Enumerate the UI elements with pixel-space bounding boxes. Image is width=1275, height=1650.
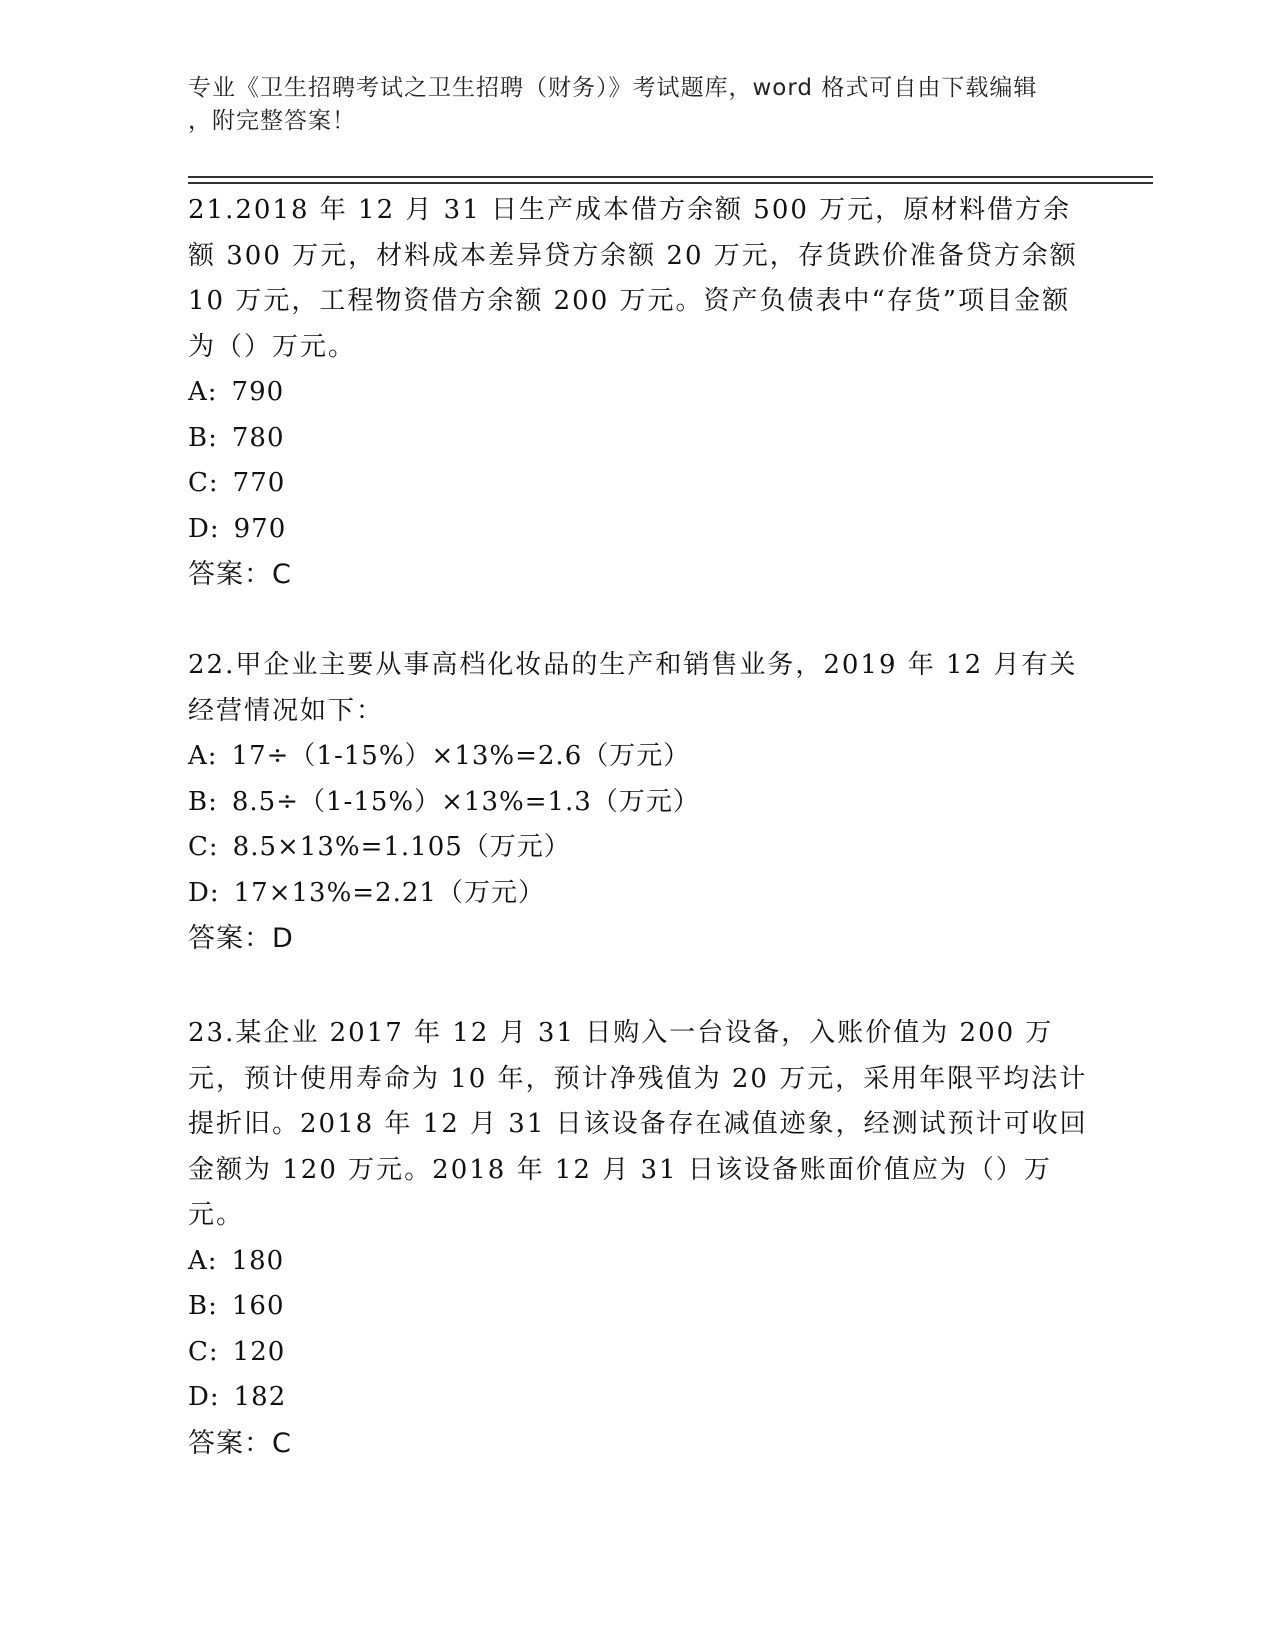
option-text: 970 <box>233 513 287 544</box>
question-22 <box>188 643 1088 962</box>
option-letter: D: <box>188 877 220 908</box>
question-text: 21.2018 年 12 月 31 日生产成本借方余额 500 万元，原材料借方余额 300 万元，材料成本差异贷方余额 20 万元，存货跌价准备贷方余额 10 万元，工程物资借方余额 200 万元。资产负债表中“存货”项目金额为（）万元。 <box>188 195 1078 362</box>
answer-line: 答案：C <box>188 559 292 590</box>
header-divider-bottom <box>188 182 1153 184</box>
option-letter: B: <box>188 786 218 817</box>
option-letter: A: <box>188 377 218 407</box>
option-letter: C: <box>188 1336 219 1367</box>
answer-line: 答案：D <box>188 923 294 954</box>
option-c <box>188 1330 1088 1376</box>
option-text: 120 <box>232 1336 286 1367</box>
option-a <box>188 370 1088 416</box>
question-text: 22.甲企业主要从事高档化妆品的生产和销售业务，2019 年 12 月有关经营情况如下： <box>188 650 1078 726</box>
option-letter: A: <box>188 741 218 771</box>
option-letter: A: <box>188 1245 218 1276</box>
option-text: 17×13%=2.21（万元） <box>233 877 545 908</box>
option-c <box>188 825 1088 871</box>
option-text: 180 <box>231 1245 285 1276</box>
option-a <box>188 1239 1088 1285</box>
header-line-1: 专业《卫生招聘考试之卫生招聘（财务）》考试题库，word 格式可自由下载编辑 <box>188 75 1038 101</box>
option-text: 17÷（1-15%）×13%=2.6（万元） <box>231 741 691 771</box>
question-23 <box>188 1011 1088 1466</box>
option-text: 8.5÷（1-15%）×13%=1.3（万元） <box>231 786 700 817</box>
option-text: 182 <box>233 1382 287 1412</box>
header-divider-top <box>188 176 1153 178</box>
option-d <box>188 871 1088 917</box>
option-letter: C: <box>188 832 219 862</box>
option-letter: B: <box>188 1291 218 1321</box>
option-d <box>188 1375 1088 1421</box>
option-text: 770 <box>232 468 286 498</box>
header-line-2: ，附完整答案！ <box>188 108 356 134</box>
question-21 <box>188 188 1088 598</box>
option-text: 160 <box>231 1291 285 1321</box>
option-c <box>188 461 1088 507</box>
option-letter: C: <box>188 468 219 498</box>
answer-line: 答案：C <box>188 1427 292 1459</box>
option-b <box>188 780 1088 826</box>
option-b <box>188 1284 1088 1330</box>
option-text: 780 <box>231 422 285 453</box>
option-text: 8.5×13%=1.105（万元） <box>232 832 571 862</box>
option-letter: D: <box>188 1382 220 1412</box>
question-text: 23.某企业 2017 年 12 月 31 日购入一台设备，入账价值为 200 万元，预计使用寿命为 10 年，预计净残值为 20 万元，采用年限平均法计提折旧。2018 年 12 月 31 日该设备存在减值迹象，经测试预计可收回金额为 120 万元。2018 年 12 月 31 日该设备账面价值应为（）万元。 <box>188 1018 1088 1230</box>
document-header <box>188 72 1088 138</box>
option-text: 790 <box>231 377 285 407</box>
option-a <box>188 734 1088 780</box>
option-d <box>188 507 1088 553</box>
option-letter: D: <box>188 513 220 544</box>
option-b <box>188 416 1088 462</box>
option-letter: B: <box>188 422 218 453</box>
